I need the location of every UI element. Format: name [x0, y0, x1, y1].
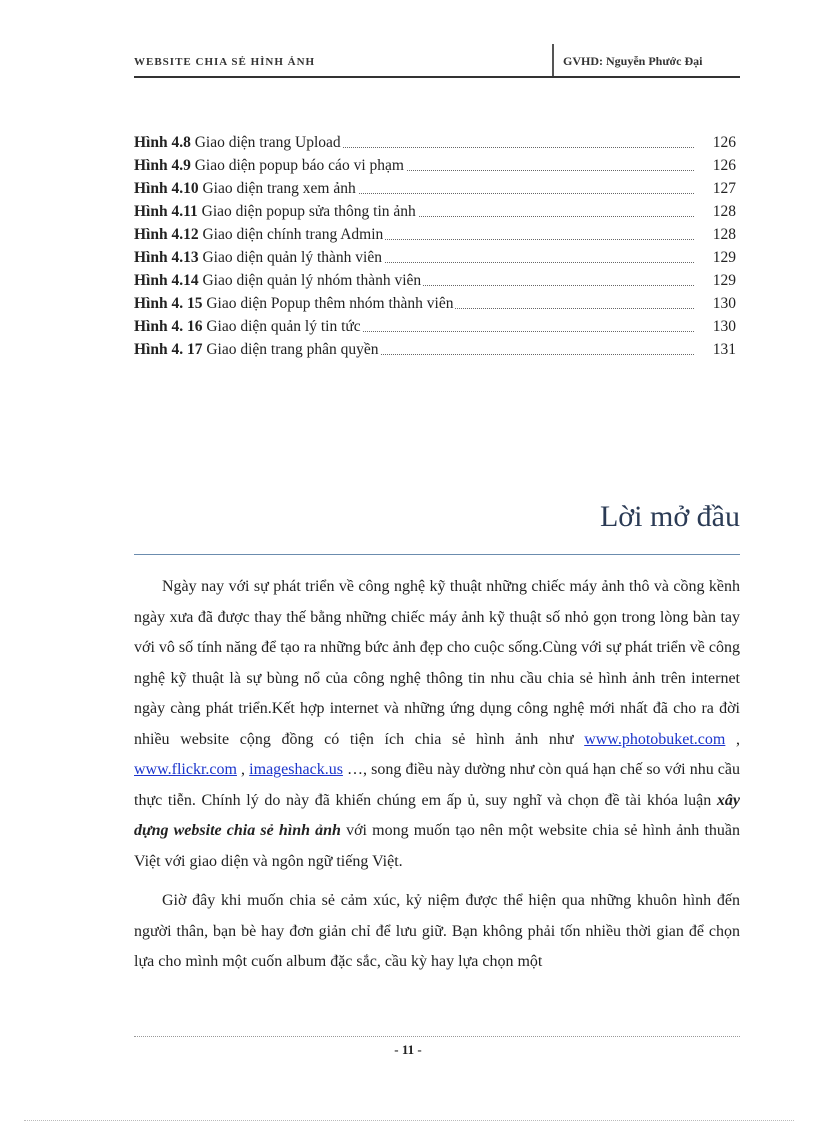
toc-figure-title: Giao diện quản lý nhóm thành viên	[202, 272, 422, 289]
toc-page-number: 130	[712, 295, 736, 312]
paragraph-text: Giờ đây khi muốn chia sẻ cảm xúc, kỷ niệm được thể hiện qua những khuôn hình đến người thân, bạn bè hay đơn giản chỉ để lưu giữ. Bạn không phải tốn nhiều thời gian để chọn lựa cho mình một cuốn album đặc sắc, cầu kỳ hay lựa chọn một	[134, 892, 740, 970]
toc-entry-label	[134, 292, 455, 315]
toc-entry[interactable]	[134, 269, 740, 292]
toc-figure-number: Hình 4.14	[134, 272, 199, 289]
toc-figure-number: Hình 4.11	[134, 203, 198, 220]
paragraph	[134, 572, 740, 877]
toc-entry-label	[134, 154, 406, 177]
toc-page-number: 129	[712, 249, 736, 266]
toc-entry[interactable]	[134, 200, 740, 223]
section-heading: Lời mở đầu	[599, 500, 740, 533]
toc-figure-number: Hình 4. 15	[134, 295, 203, 312]
toc-figure-number: Hình 4.12	[134, 226, 199, 243]
toc-entry-label	[134, 177, 358, 200]
toc-page-number: 127	[712, 180, 736, 197]
toc-entry-label	[134, 315, 363, 338]
body-text	[134, 572, 740, 987]
link-flickr[interactable]: www.flickr.com	[134, 761, 237, 778]
link-photobucket[interactable]: www.photobuket.com	[584, 730, 726, 748]
toc-entry[interactable]	[134, 338, 740, 361]
toc-figure-number: Hình 4.10	[134, 180, 199, 197]
page-number: - 11 -	[394, 1042, 422, 1057]
toc-entry-label	[134, 200, 418, 223]
toc-figure-number: Hình 4.9	[134, 157, 191, 174]
toc-entry-label	[134, 338, 381, 361]
footer-divider	[134, 1036, 740, 1037]
link-imageshack[interactable]: imageshack.us	[249, 761, 343, 778]
toc-page-number: 129	[712, 272, 736, 289]
toc-figure-title: Giao diện Popup thêm nhóm thành viên	[206, 295, 454, 312]
toc-entry-label	[134, 269, 423, 292]
toc-figure-number: Hình 4.13	[134, 249, 199, 266]
toc-page-number: 128	[712, 203, 736, 220]
toc-page-number: 130	[712, 318, 736, 335]
toc-figure-number: Hình 4.8	[134, 134, 191, 151]
toc-page-number: 126	[712, 134, 736, 151]
paragraph-text: Ngày nay với sự phát triển về công nghệ kỹ thuật những chiếc máy ảnh thô và cồng kềnh ngày xưa đã được thay thế bằng những chiếc máy ảnh kỹ thuật số nhỏ gọn trong lòng bàn tay với vô số tính năng để tạo ra những bức ảnh đẹp cho cuộc sống.Cùng với sự phát triển về công nghệ kỹ thuật là sự bùng nổ của công nghệ thông tin nhu cầu chia sẻ hình ảnh trên internet ngày càng phát triển.Kết hợp internet và những ứng dụng công nghệ mới nhất đã cho ra đời nhiều website cộng đồng có tiện ích chia sẻ hình ảnh như	[134, 578, 740, 748]
paragraph-text: …, song điều này dường như còn quá hạn chế so với nhu cầu thực tiễn. Chính lý do này đã khiến chúng em ấp ủ, suy nghĩ và chọn đề tài khóa luận	[134, 761, 741, 809]
section-divider	[134, 554, 740, 555]
toc-figure-title: Giao diện popup sửa thông tin ảnh	[201, 203, 416, 220]
toc-page-number: 126	[712, 157, 736, 174]
toc-figure-title: Giao diện chính trang Admin	[202, 226, 384, 243]
toc-figure-title: Giao diện trang xem ảnh	[202, 180, 356, 197]
toc-entry[interactable]	[134, 154, 740, 177]
toc-figure-title: Giao diện quản lý thành viên	[202, 249, 382, 266]
paragraph-text: với mong muốn tạo nên một website chia sẻ hình ảnh thuần Việt với giao diện và ngôn ngữ tiếng Việt.	[134, 822, 741, 870]
header-supervisor: GVHD: Nguyễn Phước Đại	[552, 44, 703, 76]
toc-figure-title: Giao diện trang phân quyền	[206, 341, 379, 358]
toc-entry[interactable]	[134, 246, 740, 269]
emphasized-topic: xây dựng website chia sẻ hình ảnh	[134, 791, 740, 839]
toc-figure-number: Hình 4. 17	[134, 341, 203, 358]
toc-entry-label	[134, 223, 385, 246]
separator: ,	[236, 761, 250, 778]
page-edge-divider	[24, 1120, 794, 1121]
paragraph	[134, 886, 740, 978]
table-of-figures	[134, 131, 740, 361]
toc-entry[interactable]	[134, 292, 740, 315]
toc-entry[interactable]	[134, 315, 740, 338]
toc-figure-title: Giao diện trang Upload	[194, 134, 341, 151]
toc-entry[interactable]	[134, 223, 740, 246]
separator: ,	[725, 730, 741, 748]
toc-entry-label	[134, 131, 343, 154]
toc-figure-number: Hình 4. 16	[134, 318, 203, 335]
toc-entry[interactable]	[134, 177, 740, 200]
toc-figure-title: Giao diện quản lý tin tức	[206, 318, 361, 335]
toc-entry-label	[134, 246, 384, 269]
header-document-title: WEBSITE CHIA SẺ HÌNH ẢNH	[134, 56, 316, 68]
toc-figure-title: Giao diện popup báo cáo vi phạm	[194, 157, 404, 174]
toc-entry[interactable]	[134, 131, 740, 154]
page-header	[134, 44, 740, 78]
toc-page-number: 131	[712, 341, 736, 358]
toc-page-number: 128	[712, 226, 736, 243]
